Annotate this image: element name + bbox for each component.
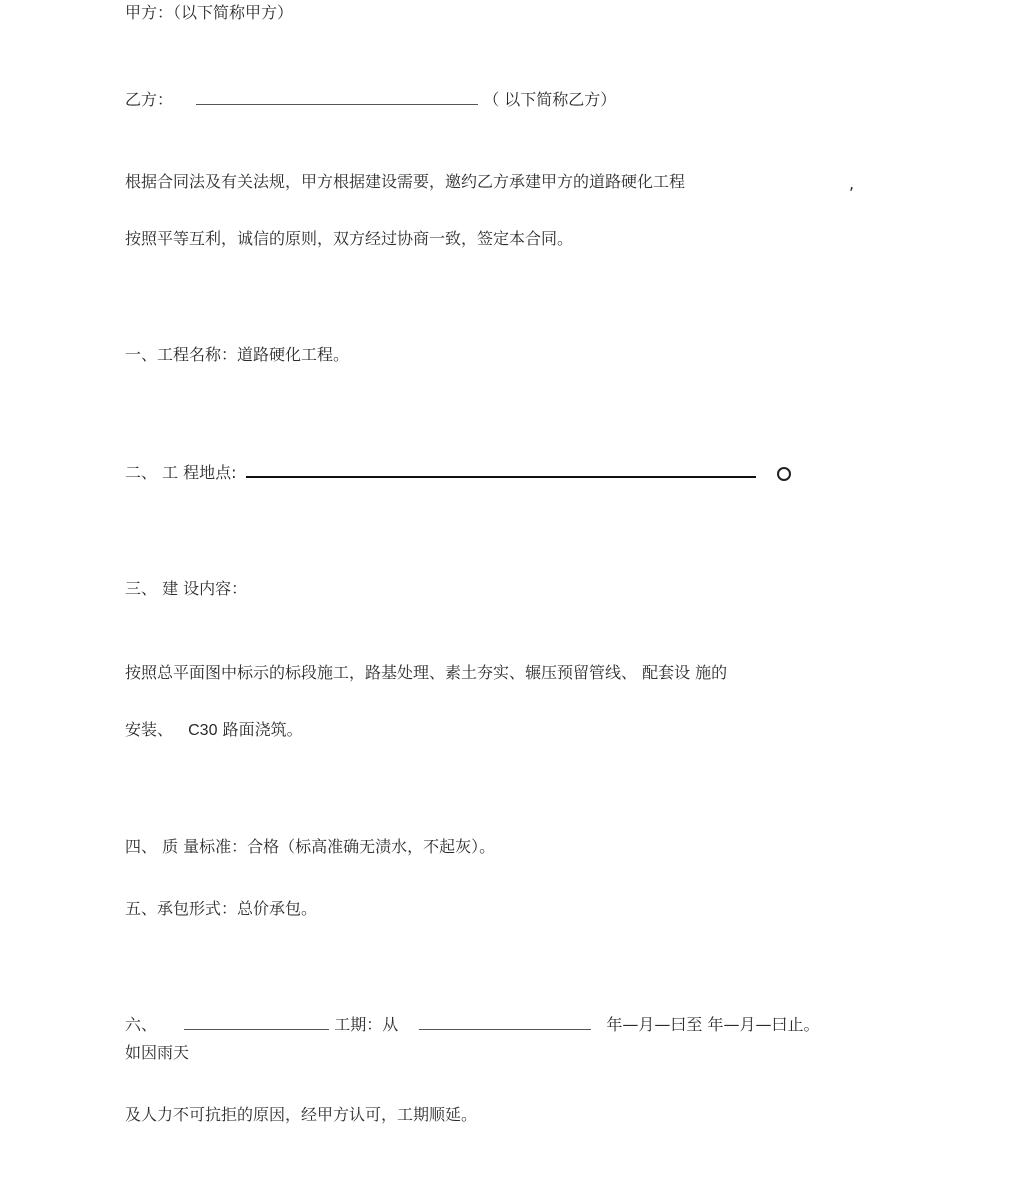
item-6-duration <box>125 1015 820 1035</box>
party-a-line <box>125 3 293 23</box>
intro-line-2 <box>125 229 573 249</box>
item-5-text: 五、承包形式：总价承包。 <box>125 899 318 918</box>
party-a-text: 甲方：（以下简称甲方） <box>125 3 294 22</box>
item-1-text: 一、工程名称：道路硬化工程。 <box>125 345 350 364</box>
item-3-text: 三、 建 设内容： <box>125 579 248 598</box>
content-line-2 <box>125 720 303 741</box>
item-1-project-name <box>125 345 349 365</box>
item-2-label: 二、 工 程地点: <box>125 463 237 482</box>
intro-text-1: 根据合同法及有关法规，甲方根据建设需要，邀约乙方承建甲方的道路硬化工程 <box>125 172 686 191</box>
concrete-grade: C30 <box>188 722 218 739</box>
party-b-suffix: （ 以下简称乙方） <box>483 90 617 109</box>
item-6-text-3: 及人力不可抗拒的原因，经甲方认可，工期顺延。 <box>125 1105 478 1124</box>
intro-comma <box>849 174 854 194</box>
item-5-contract-form <box>125 899 317 919</box>
intro-line-1 <box>125 172 685 192</box>
content-text-2a: 安装、 <box>125 720 174 739</box>
item-6-mid: 工期：从 <box>334 1015 399 1034</box>
item-2-project-location <box>125 462 791 483</box>
party-b-label: 乙方： <box>125 90 174 109</box>
circle-mark-icon <box>777 467 791 481</box>
party-b-blank <box>196 90 478 105</box>
start-date-blank <box>419 1015 591 1030</box>
item-4-text: 四、 质 量标准：合格（标高准确无渍水，不起灰）。 <box>125 837 496 856</box>
content-text-1: 按照总平面图中标示的标段施工，路基处理、素土夯实、辗压预留管线、 配套设 施的 <box>125 663 728 682</box>
location-blank <box>246 462 756 478</box>
item-4-quality-standard <box>125 837 495 857</box>
party-b-line <box>125 90 616 110</box>
item-6-suffix: 年—月—曰至 年—月—曰止。 <box>606 1015 820 1034</box>
intro-comma-text: , <box>849 174 855 193</box>
item-3-construction-content <box>125 579 247 599</box>
item-6-prefix: 六、 <box>125 1015 158 1034</box>
content-text-2c: 路面浇筑。 <box>222 720 303 739</box>
duration-blank <box>184 1015 329 1030</box>
item-6-line-2 <box>125 1043 189 1063</box>
item-6-line-3 <box>125 1105 477 1125</box>
intro-text-2: 按照平等互利，诚信的原则，双方经过协商一致，签定本合同。 <box>125 229 574 248</box>
item-6-text-2: 如因雨天 <box>125 1043 190 1062</box>
content-line-1 <box>125 663 727 683</box>
